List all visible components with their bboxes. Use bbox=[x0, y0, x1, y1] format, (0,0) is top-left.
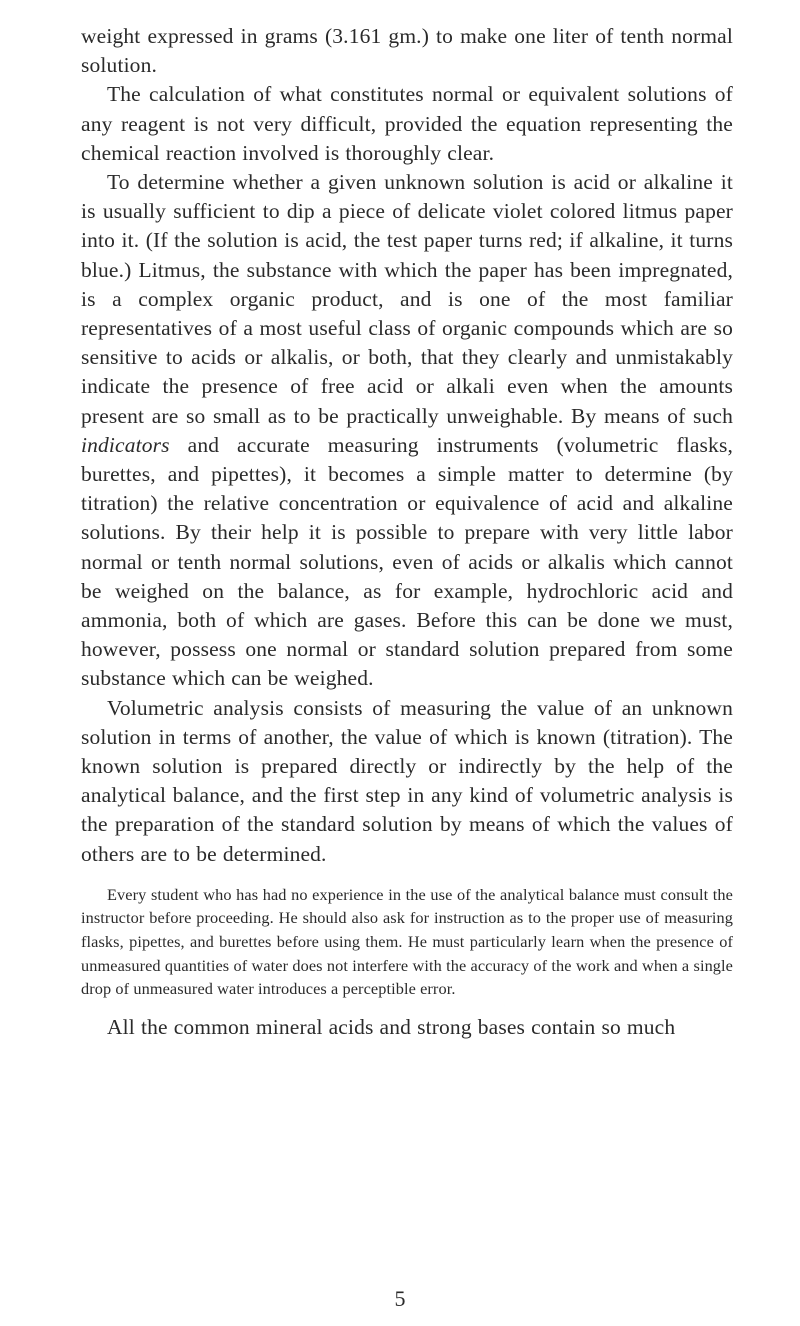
paragraph-normal-solutions: The calculation of what constitutes normal or equivalent solutions of any reagent is not very difficult, provided the equation representing the chemical reaction involved is thoroughly clear. bbox=[81, 82, 733, 165]
paragraph-litmus-text-before: To determine whether a given unknown solution is acid or alkaline it is usually sufficient to dip a piece of delicate violet colored litmus paper into it. (If the solution is acid, the test paper turns red; if alkaline, it turns blue.) Litmus, the substance with which the paper has been impregnated, is a complex organic product, and is one of the most familiar representatives of a most useful class of organic compounds which are so sensitive to acids or alkalis, or both, that they clearly and unmistakably indicate the presence of free acid or alkali even when the amounts present are so small as to be practically unweighable. By means of such bbox=[81, 170, 733, 428]
book-page bbox=[81, 22, 733, 1042]
paragraph-continued: weight expressed in grams (3.161 gm.) to make one liter of tenth normal solution. bbox=[81, 24, 733, 78]
paragraph-mineral-acids: All the common mineral acids and strong bases contain so much bbox=[107, 1014, 676, 1039]
small-print-note: Every student who has had no experience in the use of the analytical balance must consult the instructor before proceeding. He should also ask for instruction as to the proper use of measuring flasks, pipettes, and burettes before using them. He must particularly learn when the presence of unmeasured quantities of water does not interfere with the accuracy of the work and when a single drop of unmeasured water introduces a perceptible error. bbox=[81, 884, 733, 999]
paragraph-litmus-indicators bbox=[81, 168, 733, 694]
italic-term-indicators: indicators bbox=[81, 432, 170, 457]
paragraph-volumetric-analysis: Volumetric analysis consists of measuring the value of an unknown solution in terms of another, the value of which is known (titration). The known solution is prepared directly or indirectly by the help of the analytical balance, and the first step in any kind of volumetric analysis is the preparation of the standard solution by means of which the values of others are to be determined. bbox=[81, 695, 733, 866]
page-number: 5 bbox=[394, 1286, 406, 1311]
paragraph-litmus-text-after: and accurate measuring instruments (volumetric flasks, burettes, and pipettes), it becomes a simple matter to determine (by titration) the relative concentration or equivalence of acid and alkaline solutions. By their help it is possible to prepare with very little labor normal or tenth normal solutions, even of acids or alkalis which cannot be weighed on the balance, as for example, hydrochloric acid and ammonia, both of which are gases. Before this can be done we must, however, possess one normal or standard solution prepared from some substance which can be weighed. bbox=[81, 432, 733, 691]
